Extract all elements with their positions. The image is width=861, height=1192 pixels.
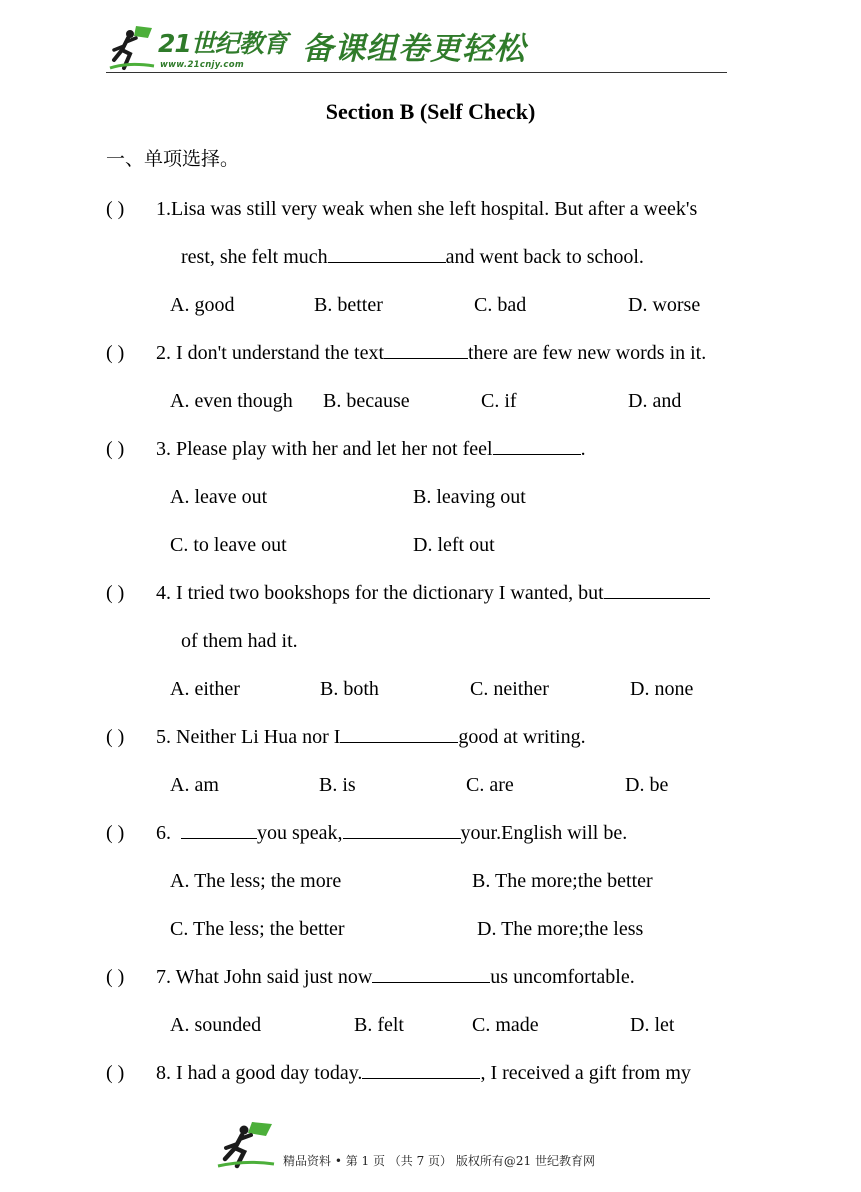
question-text: 5. Neither Li Hua nor I [156,726,341,748]
option-a[interactable]: A. The less; the more [170,870,342,892]
question-text: . [580,438,586,460]
option-b[interactable]: B. The more;the better [472,870,653,892]
question-text: your.English will be. [460,822,628,844]
option-d[interactable]: D. The more;the less [477,918,644,940]
option-c[interactable]: C. are [466,774,514,796]
answer-blank[interactable] [328,244,446,263]
option-a[interactable]: A. am [170,774,219,796]
answer-blank[interactable] [372,964,490,983]
answer-paren: ( ) [106,438,125,460]
question-text: , I received a gift from my [480,1062,691,1084]
question-text: 8. I had a good day today. [156,1062,363,1084]
question-text: 2. I don't understand the text [156,342,384,364]
option-b[interactable]: B. leaving out [413,486,526,508]
answer-paren: ( ) [106,342,125,364]
section-heading: 一、单项选择。 [106,148,240,170]
option-b[interactable]: B. because [323,390,410,412]
question-text: 1.Lisa was still very weak when she left hospital. But after a week's [156,198,698,220]
option-d[interactable]: D. none [630,678,694,700]
question-1-stem-cont [181,243,644,271]
question-text: 7. What John said just now [156,966,373,988]
answer-blank[interactable] [604,580,710,599]
option-a[interactable]: A. good [170,294,235,316]
question-4-stem [156,579,710,607]
runner-logo-icon [216,1118,276,1170]
option-d[interactable]: D. left out [413,534,495,556]
option-a[interactable]: A. even though [170,390,293,412]
header-divider [106,72,727,73]
option-b[interactable]: B. better [314,294,383,316]
option-b[interactable]: B. felt [354,1014,404,1036]
option-c[interactable]: C. neither [470,678,549,700]
option-d[interactable]: D. be [625,774,669,796]
question-8-stem [156,1059,691,1087]
question-6-stem [156,819,627,847]
option-d[interactable]: D. worse [628,294,701,316]
answer-blank[interactable] [343,820,461,839]
runner-logo-icon [108,24,156,72]
question-7-stem [156,963,635,991]
footer-text: 精品资料 • 第 1 页 （共 7 页） 版权所有@21 世纪教育网 [283,1154,595,1168]
answer-paren: ( ) [106,1062,125,1084]
option-d[interactable]: D. let [630,1014,675,1036]
answer-paren: ( ) [106,726,125,748]
brand-url: www.21cnjy.com [160,60,244,70]
answer-blank[interactable] [340,724,458,743]
brand-name: 21世纪教育 [158,29,287,58]
answer-paren: ( ) [106,198,125,220]
question-text: and went back to school. [445,246,644,268]
option-c[interactable]: C. if [481,390,517,412]
option-d[interactable]: D. and [628,390,682,412]
question-text: 4. I tried two bookshops for the dictionary I wanted, but [156,582,604,604]
question-text: 3. Please play with her and let her not feel [156,438,493,460]
answer-blank[interactable] [181,820,257,839]
option-c[interactable]: C. The less; the better [170,918,345,940]
option-b[interactable]: B. both [320,678,379,700]
question-text: rest, she felt much [181,246,328,268]
question-2-stem [156,339,706,367]
option-a[interactable]: A. sounded [170,1014,262,1036]
answer-blank[interactable] [362,1060,480,1079]
option-a[interactable]: A. leave out [170,486,268,508]
question-text: us uncomfortable. [490,966,635,988]
question-5-stem [156,723,586,751]
question-1-stem [156,195,697,223]
option-c[interactable]: C. bad [474,294,527,316]
option-b[interactable]: B. is [319,774,356,796]
option-c[interactable]: C. made [472,1014,539,1036]
answer-paren: ( ) [106,966,125,988]
answer-paren: ( ) [106,582,125,604]
option-c[interactable]: C. to leave out [170,534,287,556]
question-text: 6. [156,822,171,844]
question-4-stem-cont: of them had it. [181,630,298,652]
header-slogan: 备课组卷更轻松 [302,31,526,67]
answer-paren: ( ) [106,822,125,844]
answer-blank[interactable] [384,340,468,359]
question-text: good at writing. [458,726,586,748]
question-3-stem [156,435,586,463]
question-text: you speak, [257,822,343,844]
question-text: there are few new words in it. [468,342,707,364]
option-a[interactable]: A. either [170,678,240,700]
page-title: Section B (Self Check) [325,99,536,124]
answer-blank[interactable] [493,436,581,455]
